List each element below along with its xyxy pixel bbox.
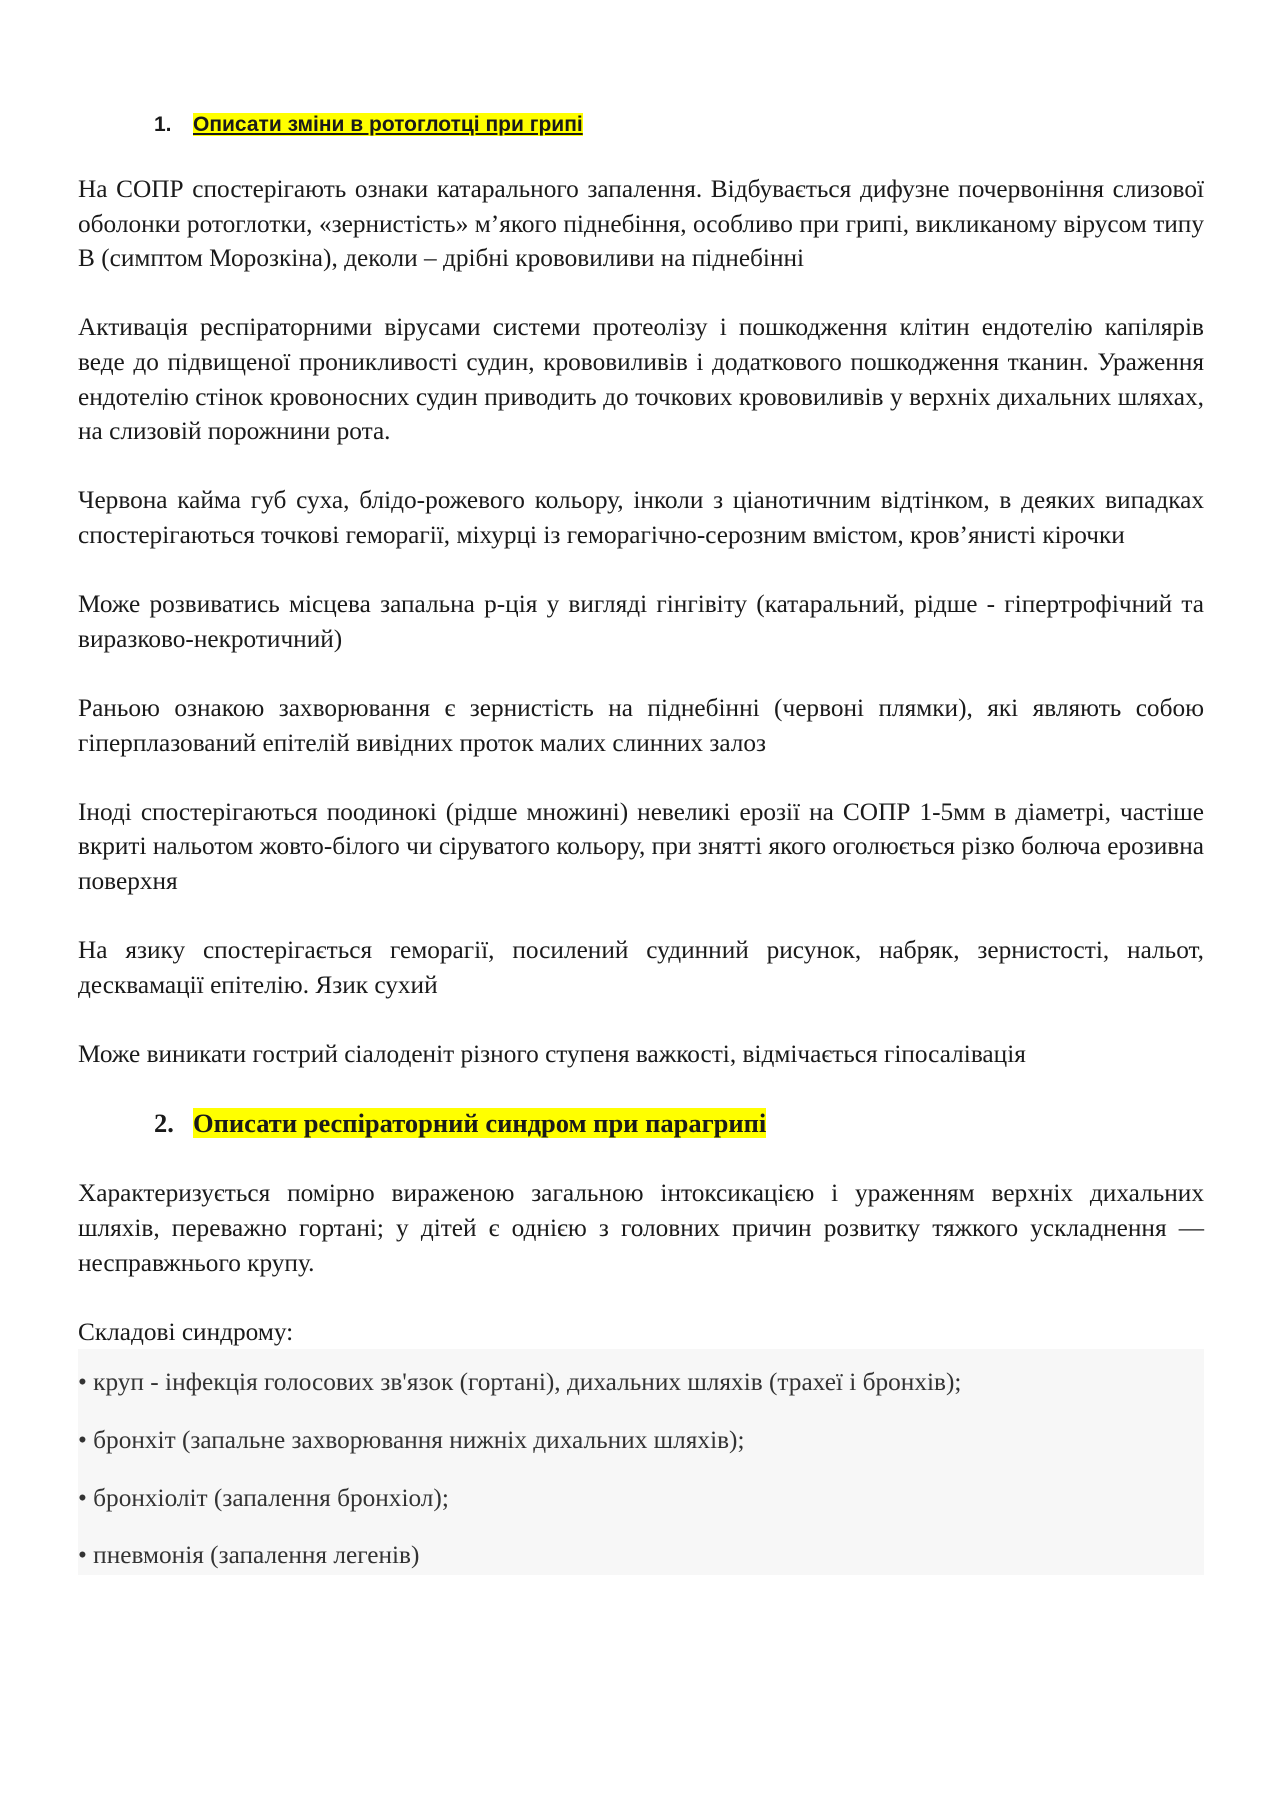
syndrome-components-list: [78, 1349, 1204, 1574]
syndrome-components-label: Складові синдрому:: [78, 1317, 294, 1346]
section-2-paragraph: Характеризується помірно вираженою загальною інтоксикацією і ураженням верхніх дихальних шляхів, переважно гортані; у дітей є однією з головних причин розвитку тяжкого ускладнення — несправжнього крупу.: [78, 1179, 1204, 1277]
section-1-paragraph: Іноді спостерігаються поодинокі (рідше множині) невеликі ерозії на СОПР 1-5мм в діаметрі, частіше вкриті нальотом жовто-білого чи сіруватого кольору, при знятті якого оголюється різко болюча ерозивна поверхня: [78, 797, 1204, 895]
list-item: • бронхіоліт (запалення бронхіол);: [78, 1483, 449, 1512]
section-1-paragraph: Активація респіраторними вірусами системи протеолізу і пошкодження клітин ендотелію капілярів веде до підвищеної проникливості судин, крововиливів і додаткового пошкодження тканин. Ураження ендотелію стінок кровоносних судин приводить до точкових крововиливів у верхніх дихальних шляхах, на слизовій порожнини рота.: [78, 313, 1204, 446]
section-1-paragraph: Раньою ознакою захворювання є зернистість на піднебінні (червоні плямки), які являють собою гіперплазований епітелій вивідних проток малих слинних залоз: [78, 693, 1204, 757]
section-2-heading: [78, 1106, 1204, 1140]
list-item: • круп - інфекція голосових зв'язок (гортані), дихальних шляхів (трахеї і бронхів);: [78, 1368, 962, 1397]
section-1-title: Описати зміни в ротоглотці при грипі: [193, 113, 583, 136]
section-1-number: 1.: [154, 113, 172, 136]
section-2-title: Описати респіраторний синдром при парагрипі: [193, 1108, 767, 1139]
list-item: • бронхіт (запальне захворювання нижніх дихальних шляхів);: [78, 1426, 745, 1454]
section-1-paragraph: Червона кайма губ суха, блідо-рожевого кольору, інколи з ціанотичним відтінком, в деяких випадках спостерігаються точкові геморагії, міхурці із геморагічно-серозним вмістом, кров’янисті кірочки: [78, 486, 1204, 549]
document-content: [78, 108, 1204, 1575]
section-1-paragraph: Може виникати гострий сіалоденіт різного ступеня важкості, відмічається гіпосалівація: [78, 1039, 1026, 1068]
section-1-paragraph: На язику спостерігається геморагії, посилений судинний рисунок, набряк, зернистості, нальот, десквамації епітелію. Язик сухий: [78, 936, 1204, 999]
section-1-heading: [78, 108, 1204, 142]
section-1-paragraph: Може розвиватись місцева запальна р-ція у вигляді гінгівіту (катаральний, рідше - гіпертрофічний та виразково-некротичний): [78, 590, 1204, 653]
section-2-number: 2.: [154, 1108, 174, 1139]
section-1-paragraph: На СОПР спостерігають ознаки катарального запалення. Відбувається дифузне почервоніння слизової оболонки ротоглотки, «зернистість» м’якого піднебіння, особливо при грипі, викликаному вірусом типу В (симптом Морозкіна), деколи – дрібні крововиливи на піднебінні: [78, 175, 1204, 273]
list-item: • пневмонія (запалення легенів): [78, 1541, 420, 1570]
